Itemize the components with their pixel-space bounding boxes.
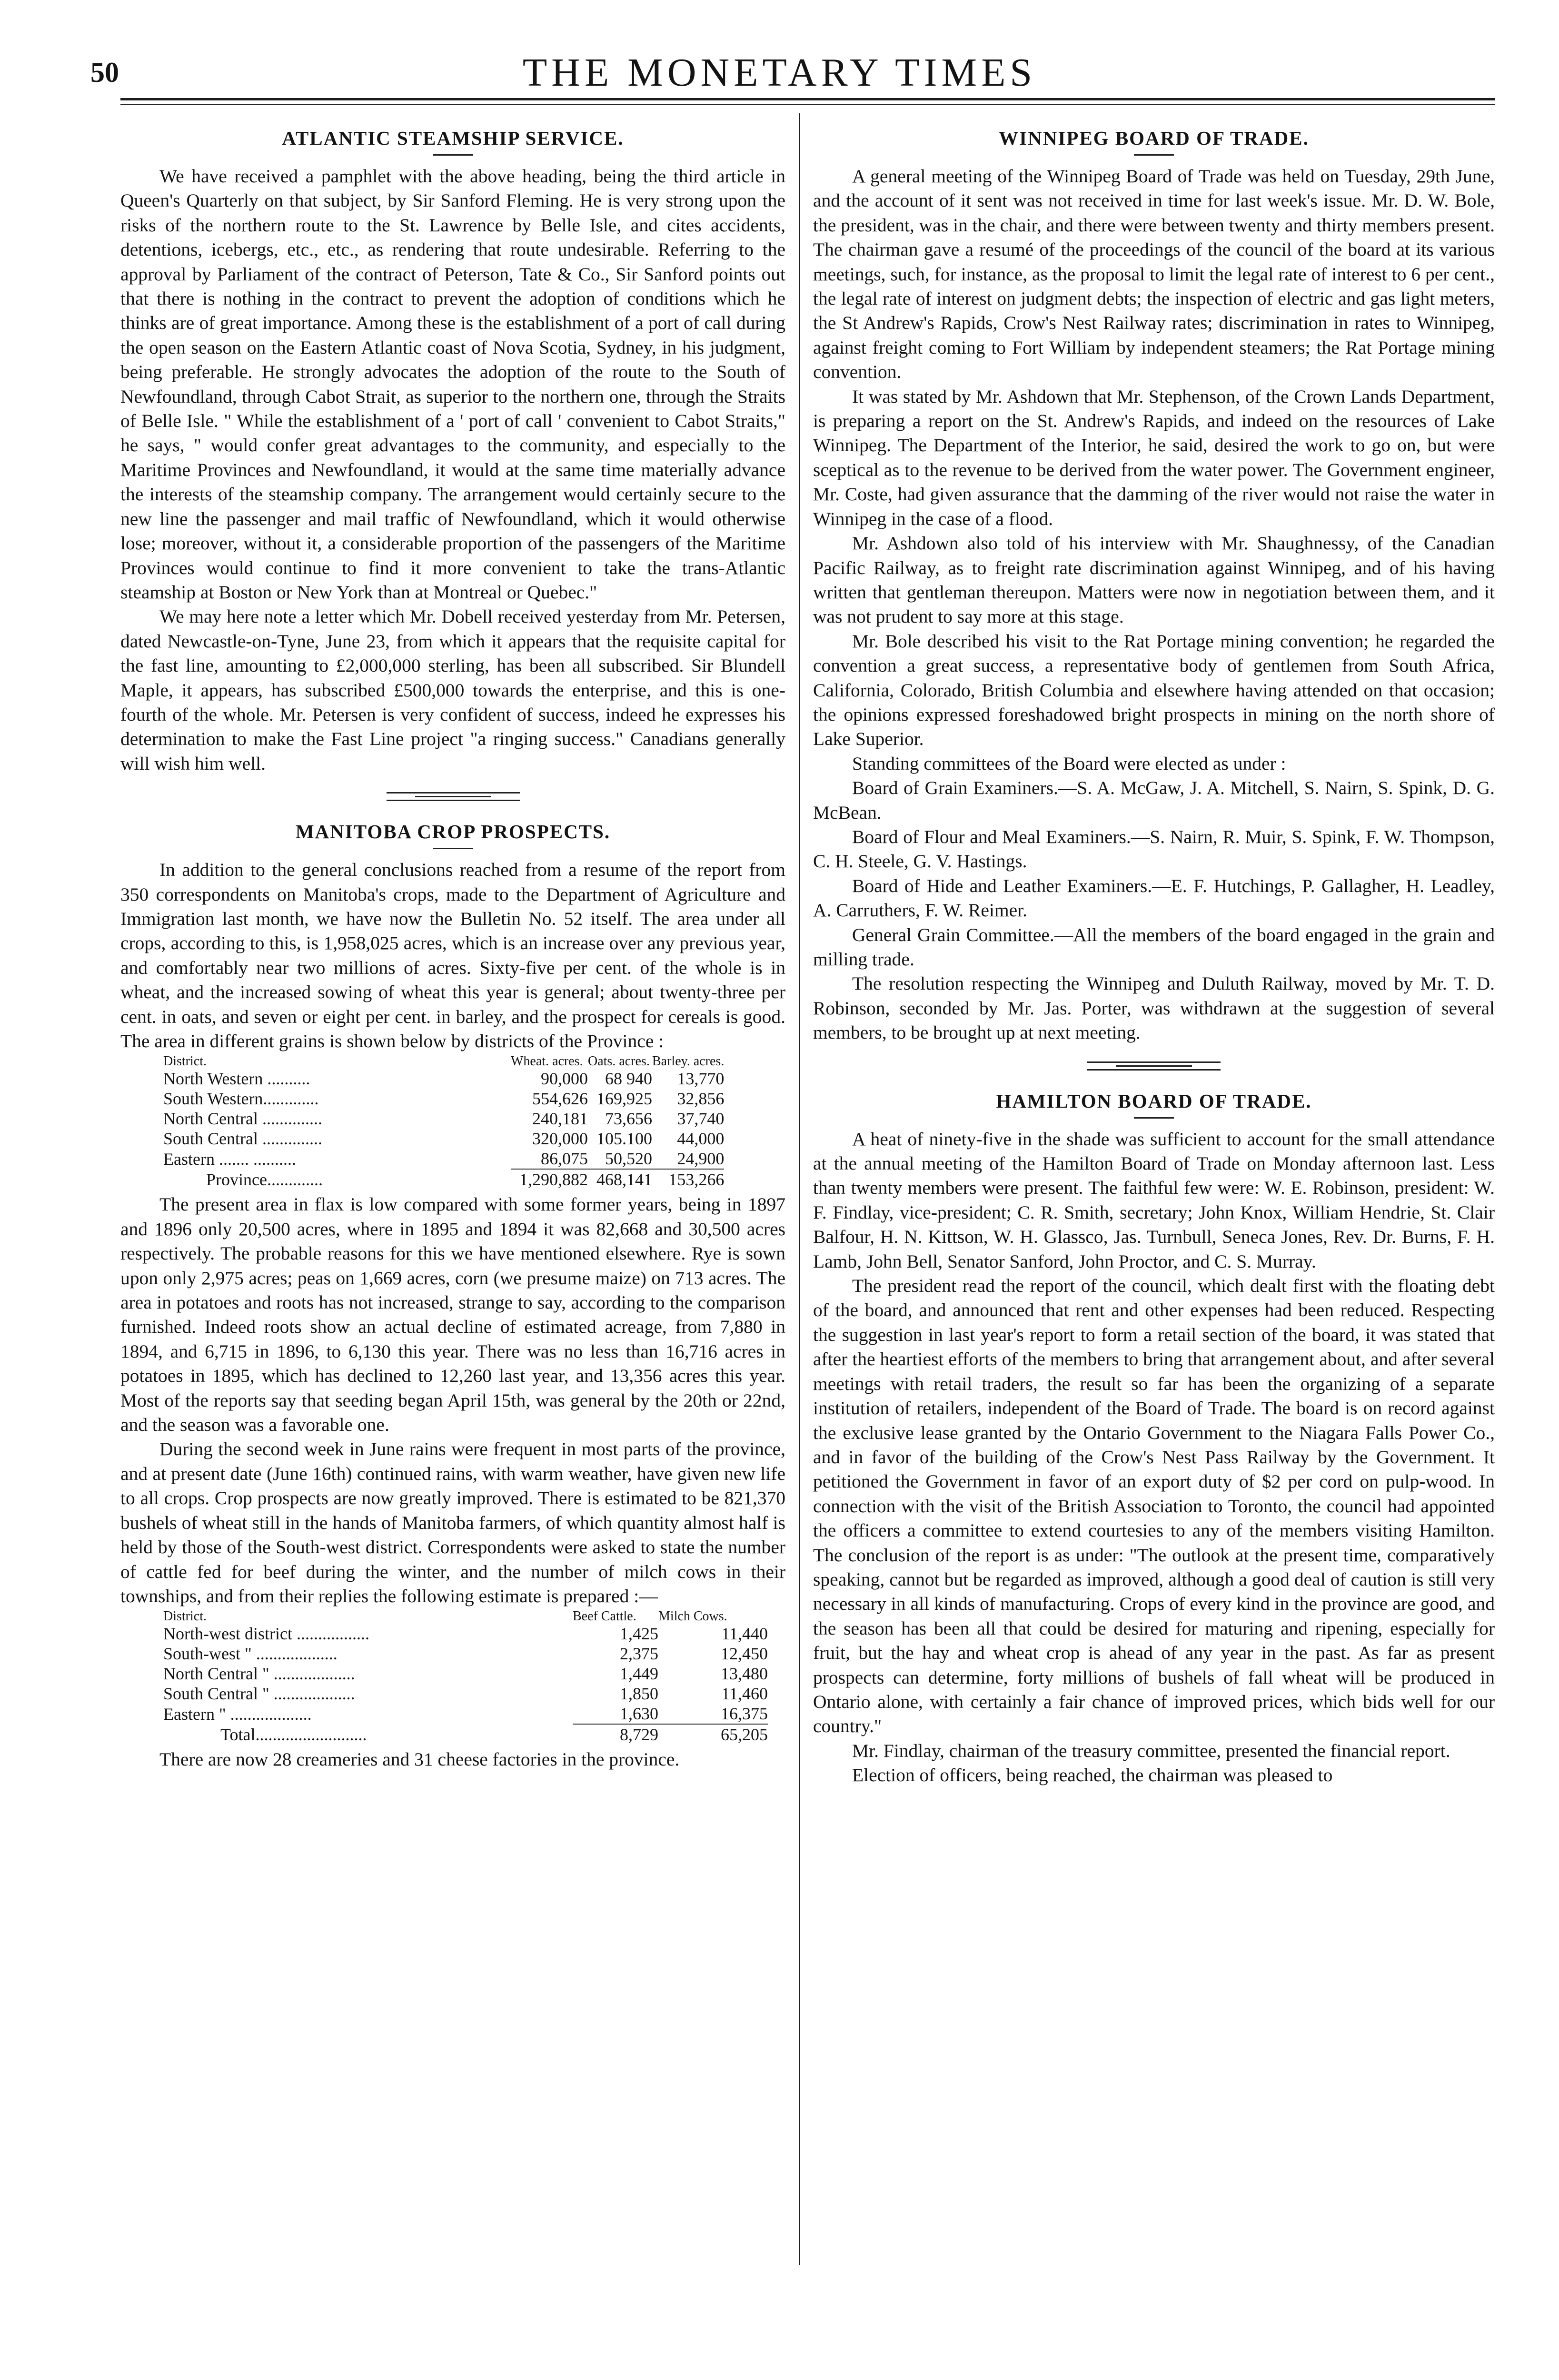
- manitoba-paragraph-3: During the second week in June rains were frequent in most parts of the province, and at present date (June 16th) continued rains, with warm weather, have given new life to all crops. Crop prospects are now greatly improved. There is estimated to be 821,370 bushels of wheat still in the hands of Manitoba farmers, of which quantity almost half is held by those of the South-west district. Correspondents were asked to state the number of cattle fed for beef during the winter, and the number of milch cows in their townships, and from their replies the following estimate is prepared :—: [120, 1438, 785, 1606]
- masthead-rule-thick: [120, 98, 1495, 100]
- table-cell: 86,075: [511, 1149, 588, 1169]
- table-cell: 169,925: [596, 1089, 652, 1109]
- heading-dash: [1134, 1117, 1174, 1119]
- table-cell: 1,850: [620, 1684, 658, 1704]
- table-cell: 1,425: [620, 1624, 658, 1644]
- winnipeg-paragraph-3: Mr. Ashdown also told of his interview with Mr. Shaughnessy, of the Canadian Pacific Railway, as to freight rate discrimination against Winnipeg, and of his having written that gentleman thereupon. Matters were now in negotiation between them, and it was not prudent to say more at this stage.: [813, 533, 1495, 627]
- hamilton-paragraph-2: The president read the report of the council, which dealt first with the floating debt of the board, and announced that rent and other expenses had been reduced. Respecting the suggestion in last year's report to form a retail section of the board, it was stated that after the heartiest efforts of the members to bring that arrangement about, and after several meetings with retail traders, the result so far has been the organizing of a separate institution of retailers, independent of the Board of Trade. The board is on record against the exclusive lease granted by the Ontario Government to the Niagara Falls Power Co., and in favor of the building of the Crow's Nest Pass Railway by the Government. It petitioned the Government in favor of an export duty of $2 per cord on pulp-wood. In connection with the visit of the British Association to Toronto, the council had appointed the officers a committee to extend courtesies to any of the members visiting Hamilton. The conclusion of the report is as under: "The outlook at the present time, comparatively speaking, cannot but be regarded as improved, although a good deal of caution is still very necessary in all kinds of manufacturing. Crops of every kind in the province are good, and the season has been all that could be desired for maturing and ripening, especially for fruit, but the hay and wheat crop is ahead of any year in the past. As far as present prospects can determine, forty millions of bushels of fall wheat will be produced in Ontario alone, with certainly a fair chance of improved prices, which bids well for our country.": [813, 1275, 1495, 1737]
- atlantic-heading: ATLANTIC STEAMSHIP SERVICE.: [282, 127, 624, 149]
- table-cell: 68 940: [605, 1069, 652, 1089]
- table-total-row: [163, 1169, 724, 1190]
- table-cell: 240,181: [532, 1109, 588, 1129]
- grain-area-table: [163, 1054, 724, 1190]
- masthead-rule-thin: [120, 104, 1495, 105]
- table-cell: 8,729: [620, 1725, 658, 1745]
- table-cell: 73,656: [605, 1109, 652, 1129]
- heading-dash: [433, 154, 473, 156]
- table-cell: South Western.............: [163, 1089, 319, 1109]
- table-cell: South Central " ...................: [163, 1684, 355, 1704]
- winnipeg-paragraph-2: It was stated by Mr. Ashdown that Mr. Stephenson, of the Crown Lands Department, is preparing a report on the St. Andrew's Rapids, and indeed on the resources of Lake Winnipeg. The Department of the Interior, he said, desired the work to go on, but were sceptical as to the revenue to be derived from the water power. The Government engineer, Mr. Coste, had given assurance that the damming of the river would not raise the water in Winnipeg in the case of a flood.: [813, 386, 1495, 529]
- page-number: 50: [90, 57, 119, 88]
- column-divider: [799, 113, 800, 2265]
- table-cell: 37,740: [677, 1109, 725, 1129]
- table-cell: South Central ..............: [163, 1129, 322, 1149]
- table-cell: 11,440: [721, 1624, 768, 1644]
- manitoba-paragraph-2: The present area in flax is low compared with some former years, being in 1897 and 1896 only 20,500 acres, where in 1895 and 1894 it was 82,668 and 30,500 acres respectively. The probable reasons for this we have mentioned elsewhere. Rye is sown upon only 2,975 acres; peas on 1,669 acres, corn (we presume maize) on 713 acres. The area in potatoes and roots has not increased, strange to say, according to the comparison furnished. Indeed roots show an actual decline of estimated acreage, from 7,880 in 1894, and 6,715 in 1896, to 6,130 this year. There was no less than 16,716 acres in potatoes in 1895, which has declined to 12,260 last year, and 13,356 acres this year. Most of the reports say that seeding began April 15th, was general by the 20th or 22nd, and the season was a favorable one.: [120, 1194, 785, 1436]
- table-row: [163, 1089, 724, 1109]
- table-row: [163, 1109, 724, 1129]
- table-row: [163, 1704, 768, 1724]
- winnipeg-paragraph-6: Board of Grain Examiners.—S. A. McGaw, J. A. Mitchell, S. Nairn, S. Spink, D. G. McBean.: [813, 777, 1495, 823]
- table-row: [163, 1644, 768, 1664]
- table-cell: 13,770: [677, 1069, 725, 1089]
- winnipeg-paragraph-9: General Grain Committee.—All the members of the board engaged in the grain and milling trade.: [813, 924, 1495, 970]
- table-cell: 13,480: [721, 1664, 768, 1684]
- table-cell: Province.............: [206, 1170, 323, 1189]
- table-cell: 2,375: [620, 1644, 658, 1664]
- table-cell: 1,449: [620, 1664, 658, 1684]
- table-header: District.: [163, 1054, 207, 1069]
- table-cell: North Central ..............: [163, 1109, 322, 1129]
- table-cell: 554,626: [532, 1089, 588, 1109]
- winnipeg-paragraph-10: The resolution respecting the Winnipeg and Duluth Railway, moved by Mr. T. D. Robinson, seconded by Mr. Jas. Porter, was withdrawn at the suggestion of several members, to be brought up at next meeting.: [813, 973, 1495, 1043]
- table-cell: 1,290,882: [519, 1170, 588, 1190]
- table-cell: North Central " ...................: [163, 1664, 355, 1684]
- winnipeg-paragraph-8: Board of Hide and Leather Examiners.—E. F. Hutchings, P. Gallagher, H. Leadley, A. Carruthers, F. W. Reimer.: [813, 875, 1495, 921]
- winnipeg-paragraph-7: Board of Flour and Meal Examiners.—S. Nairn, R. Muir, S. Spink, F. W. Thompson, C. H. Steele, G. V. Hastings.: [813, 826, 1495, 872]
- heading-dash: [1134, 154, 1174, 156]
- table-cell: Eastern ....... ..........: [163, 1149, 296, 1169]
- table-cell: 65,205: [721, 1725, 768, 1745]
- table-cell: Total..........................: [220, 1725, 367, 1744]
- hamilton-paragraph-4: Election of officers, being reached, the chairman was pleased to: [852, 1765, 1333, 1786]
- table-cell: South-west " ...................: [163, 1644, 338, 1664]
- hamilton-paragraph-3: Mr. Findlay, chairman of the treasury committee, presented the financial report.: [852, 1740, 1450, 1761]
- cattle-table: [163, 1609, 768, 1745]
- table-row: [163, 1624, 768, 1644]
- manitoba-paragraph-4: There are now 28 creameries and 31 cheese factories in the province.: [159, 1749, 680, 1770]
- table-cell: 320,000: [532, 1129, 588, 1149]
- table-cell: 153,266: [668, 1170, 725, 1190]
- table-cell: 44,000: [677, 1129, 725, 1149]
- section-separator: [1087, 1061, 1221, 1071]
- table-total-row: [163, 1724, 768, 1745]
- table-cell: 16,375: [658, 1704, 768, 1724]
- section-separator: [387, 792, 520, 801]
- left-column: [120, 125, 785, 1772]
- table-cell: 32,856: [677, 1089, 725, 1109]
- table-cell: 24,900: [652, 1149, 724, 1169]
- table-row: [163, 1149, 724, 1169]
- table-header: Wheat. acres.: [511, 1054, 583, 1069]
- winnipeg-paragraph-1: A general meeting of the Winnipeg Board of Trade was held on Tuesday, 29th June, and the account of it sent was not received in time for last week's issue. Mr. D. W. Bole, the president, was in the chair, and there were between twenty and thirty members present. The chairman gave a resumé of the proceedings of the council of the board at its various meetings, such, for instance, as the proposal to limit the legal rate of interest to 6 per cent., the legal rate of interest on judgment debts; the inspection of electric and gas light meters, the St Andrew's Rapids, Crow's Nest Railway rates; discrimination in rates to Winnipeg, against freight coming to Fort William by independent steamers; the Rat Portage mining convention.: [813, 166, 1495, 383]
- table-header: Beef Cattle.: [573, 1609, 636, 1624]
- winnipeg-heading: WINNIPEG BOARD OF TRADE.: [999, 127, 1309, 149]
- heading-dash: [433, 848, 473, 849]
- hamilton-heading: HAMILTON BOARD OF TRADE.: [996, 1090, 1312, 1112]
- hamilton-paragraph-1: A heat of ninety-five in the shade was sufficient to account for the small attendance at the annual meeting of the Hamilton Board of Trade on Monday afternoon last. Less than twenty members were present. The faithful few were: W. E. Robinson, president: W. F. Findlay, vice-president; C. R. Smith, secretary; John Knox, William Hendrie, St. Clair Balfour, H. N. Kittson, W. H. Glassco, Jas. Turnbull, Seneca Jones, Rev. Dr. Burns, F. H. Lamb, John Bell, Senator Sanford, John Proctor, and C. S. Murray.: [813, 1128, 1495, 1272]
- atlantic-paragraph-2: We may here note a letter which Mr. Dobell received yesterday from Mr. Petersen, dated Newcastle-on-Tyne, June 23, from which it appears that the requisite capital for the fast line, amounting to £2,000,000 sterling, has been all subscribed. Sir Blundell Maple, it appears, has subscribed £500,000 towards the enterprise, and this is one-fourth of the whole. Mr. Petersen is very confident of success, indeed he expresses his determination to make the Fast Line project "a ringing success." Canadians generally will wish him well.: [120, 606, 785, 774]
- table-cell: 90,000: [541, 1069, 588, 1089]
- table-cell: 12,450: [721, 1644, 768, 1664]
- atlantic-paragraph-1: We have received a pamphlet with the above heading, being the third article in Queen's Quarterly on that subject, by Sir Sanford Fleming. He is very strong upon the risks of the northern route to the St. Lawrence by Belle Isle, and cites accidents, detentions, icebergs, etc., etc., as rendering that route undesirable. Referring to the approval by Parliament of the contract of Peterson, Tate & Co., Sir Sanford points out that there is nothing in the contract to prevent the adoption of conditions which he thinks are of great importance. Among these is the establishment of a port of call during the open season on the Eastern Atlantic coast of Nova Scotia, Sydney, in his judgment, being preferable. He strongly advocates the adoption of the route to the South of Newfoundland, through Cabot Strait, as superior to the northern one, through the Straits of Belle Isle. " While the establishment of a ' port of call ' convenient to Cabot Straits," he says, " would confer great advantages to the community, and especially to the Maritime Provinces and Newfoundland, it would at the same time materially advance the interests of the steamship company. The arrangement would certainly secure to the new line the passenger and mail traffic of Newfoundland, which it would otherwise lose; moreover, without it, a considerable proportion of the passengers of the Maritime Provinces would continue to find it more convenient to take the trans-Atlantic steamship at Boston or New York than at Montreal or Quebec.": [120, 166, 785, 603]
- table-cell: North Western ..........: [163, 1069, 310, 1089]
- manitoba-paragraph-1: In addition to the general conclusions reached from a resume of the report from 350 correspondents on Manitoba's crops, made to the Department of Agriculture and Immigration last month, we have now the Bulletin No. 52 itself. The area under all crops, according to this, is 1,958,025 acres, which is an increase over any previous year, and comfortably near two millions of acres. Sixty-five per cent. of the whole is in wheat, and the increased sowing of wheat this year is general; about twenty-three per cent. in oats, and seven or eight per cent. in barley, and the prospect for cereals is good. The area in different grains is shown below by districts of the Province :: [120, 859, 785, 1051]
- table-header: Milch Cows.: [658, 1609, 727, 1624]
- table-row: [163, 1069, 724, 1089]
- table-cell: 11,460: [721, 1684, 768, 1704]
- table-cell: North-west district .................: [163, 1624, 369, 1644]
- table-header: Barley. acres.: [652, 1054, 725, 1069]
- right-column: [813, 125, 1495, 1788]
- table-header: District.: [163, 1609, 207, 1624]
- masthead: THE MONETARY TIMES: [522, 50, 1037, 95]
- table-cell: 50,520: [588, 1149, 652, 1169]
- winnipeg-paragraph-5: Standing committees of the Board were elected as under :: [852, 753, 1286, 774]
- table-row: [163, 1664, 768, 1684]
- table-header: Oats. acres.: [588, 1054, 650, 1069]
- table-cell: 105.100: [596, 1129, 652, 1149]
- table-row: [163, 1684, 768, 1704]
- table-cell: 1,630: [573, 1704, 658, 1724]
- table-row: [163, 1129, 724, 1149]
- table-cell: 468,141: [596, 1170, 652, 1190]
- manitoba-heading: MANITOBA CROP PROSPECTS.: [295, 821, 611, 843]
- table-cell: Eastern " ...................: [163, 1704, 312, 1724]
- winnipeg-paragraph-4: Mr. Bole described his visit to the Rat Portage mining convention; he regarded the convention a great success, a representative body of gentlemen from South Africa, California, Colorado, British Columbia and elsewhere having attended on that occasion; the opinions expressed foreshadowed bright prospects in mining on the north shore of Lake Superior.: [813, 630, 1495, 750]
